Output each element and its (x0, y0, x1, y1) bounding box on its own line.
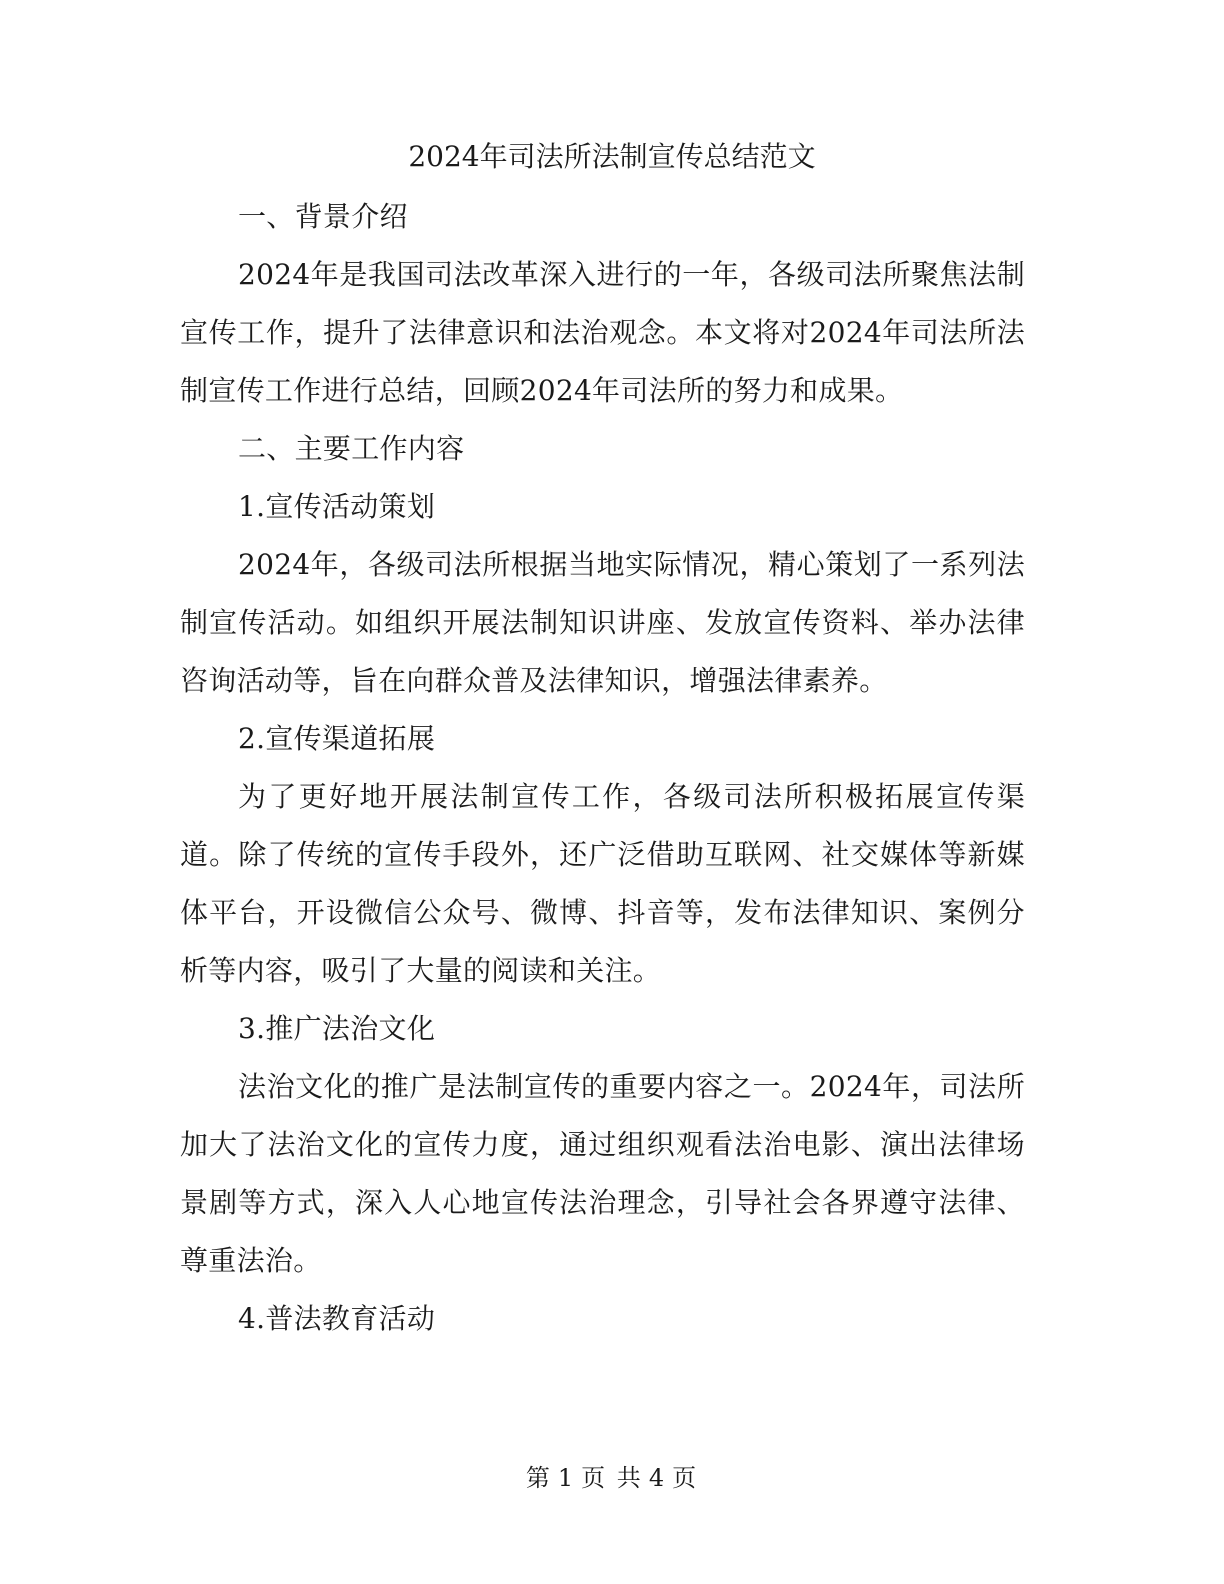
paragraph-channel-expansion: 为了更好地开展法制宣传工作，各级司法所积极拓展宣传渠道。除了传统的宣传手段外，还广泛借助互联网、社交媒体等新媒体平台，开设微信公众号、微博、抖音等，发布法律知识、案例分析等内容，吸引了大量的阅读和关注。 (180, 780, 1025, 987)
section-heading-background: 一、背景介绍 (238, 200, 408, 233)
subheading-activity-planning: 1.宣传活动策划 (238, 490, 436, 523)
footer-total-pages: 4 (648, 1464, 667, 1492)
paragraph-background: 2024年是我国司法改革深入进行的一年，各级司法所聚焦法制宣传工作，提升了法律意识和法治观念。本文将对2024年司法所法制宣传工作进行总结，回顾2024年司法所的努力和成果。 (180, 258, 1025, 407)
footer-page-mid: 页 共 (581, 1464, 643, 1492)
document-body (180, 188, 1025, 1348)
paragraph-rule-of-law-culture: 法治文化的推广是法制宣传的重要内容之一。2024年，司法所加大了法治文化的宣传力度，通过组织观看法治电影、演出法律场景剧等方式，深入人心地宣传法治理念，引导社会各界遵守法律、尊重法治。 (180, 1070, 1025, 1277)
section-heading-main-work: 二、主要工作内容 (238, 432, 465, 465)
footer-current-page: 1 (557, 1464, 576, 1492)
page-footer (0, 1458, 1224, 1498)
footer-page-suffix: 页 (672, 1464, 699, 1492)
subheading-rule-of-law-culture: 3.推广法治文化 (238, 1012, 436, 1045)
footer-page-prefix: 第 (525, 1464, 552, 1492)
paragraph-activity-planning: 2024年，各级司法所根据当地实际情况，精心策划了一系列法制宣传活动。如组织开展法制知识讲座、发放宣传资料、举办法律咨询活动等，旨在向群众普及法律知识，增强法律素养。 (180, 548, 1025, 697)
document-title: 2024年司法所法制宣传总结范文 (408, 140, 816, 173)
subheading-channel-expansion: 2.宣传渠道拓展 (238, 722, 436, 755)
subheading-legal-education: 4.普法教育活动 (238, 1302, 436, 1335)
